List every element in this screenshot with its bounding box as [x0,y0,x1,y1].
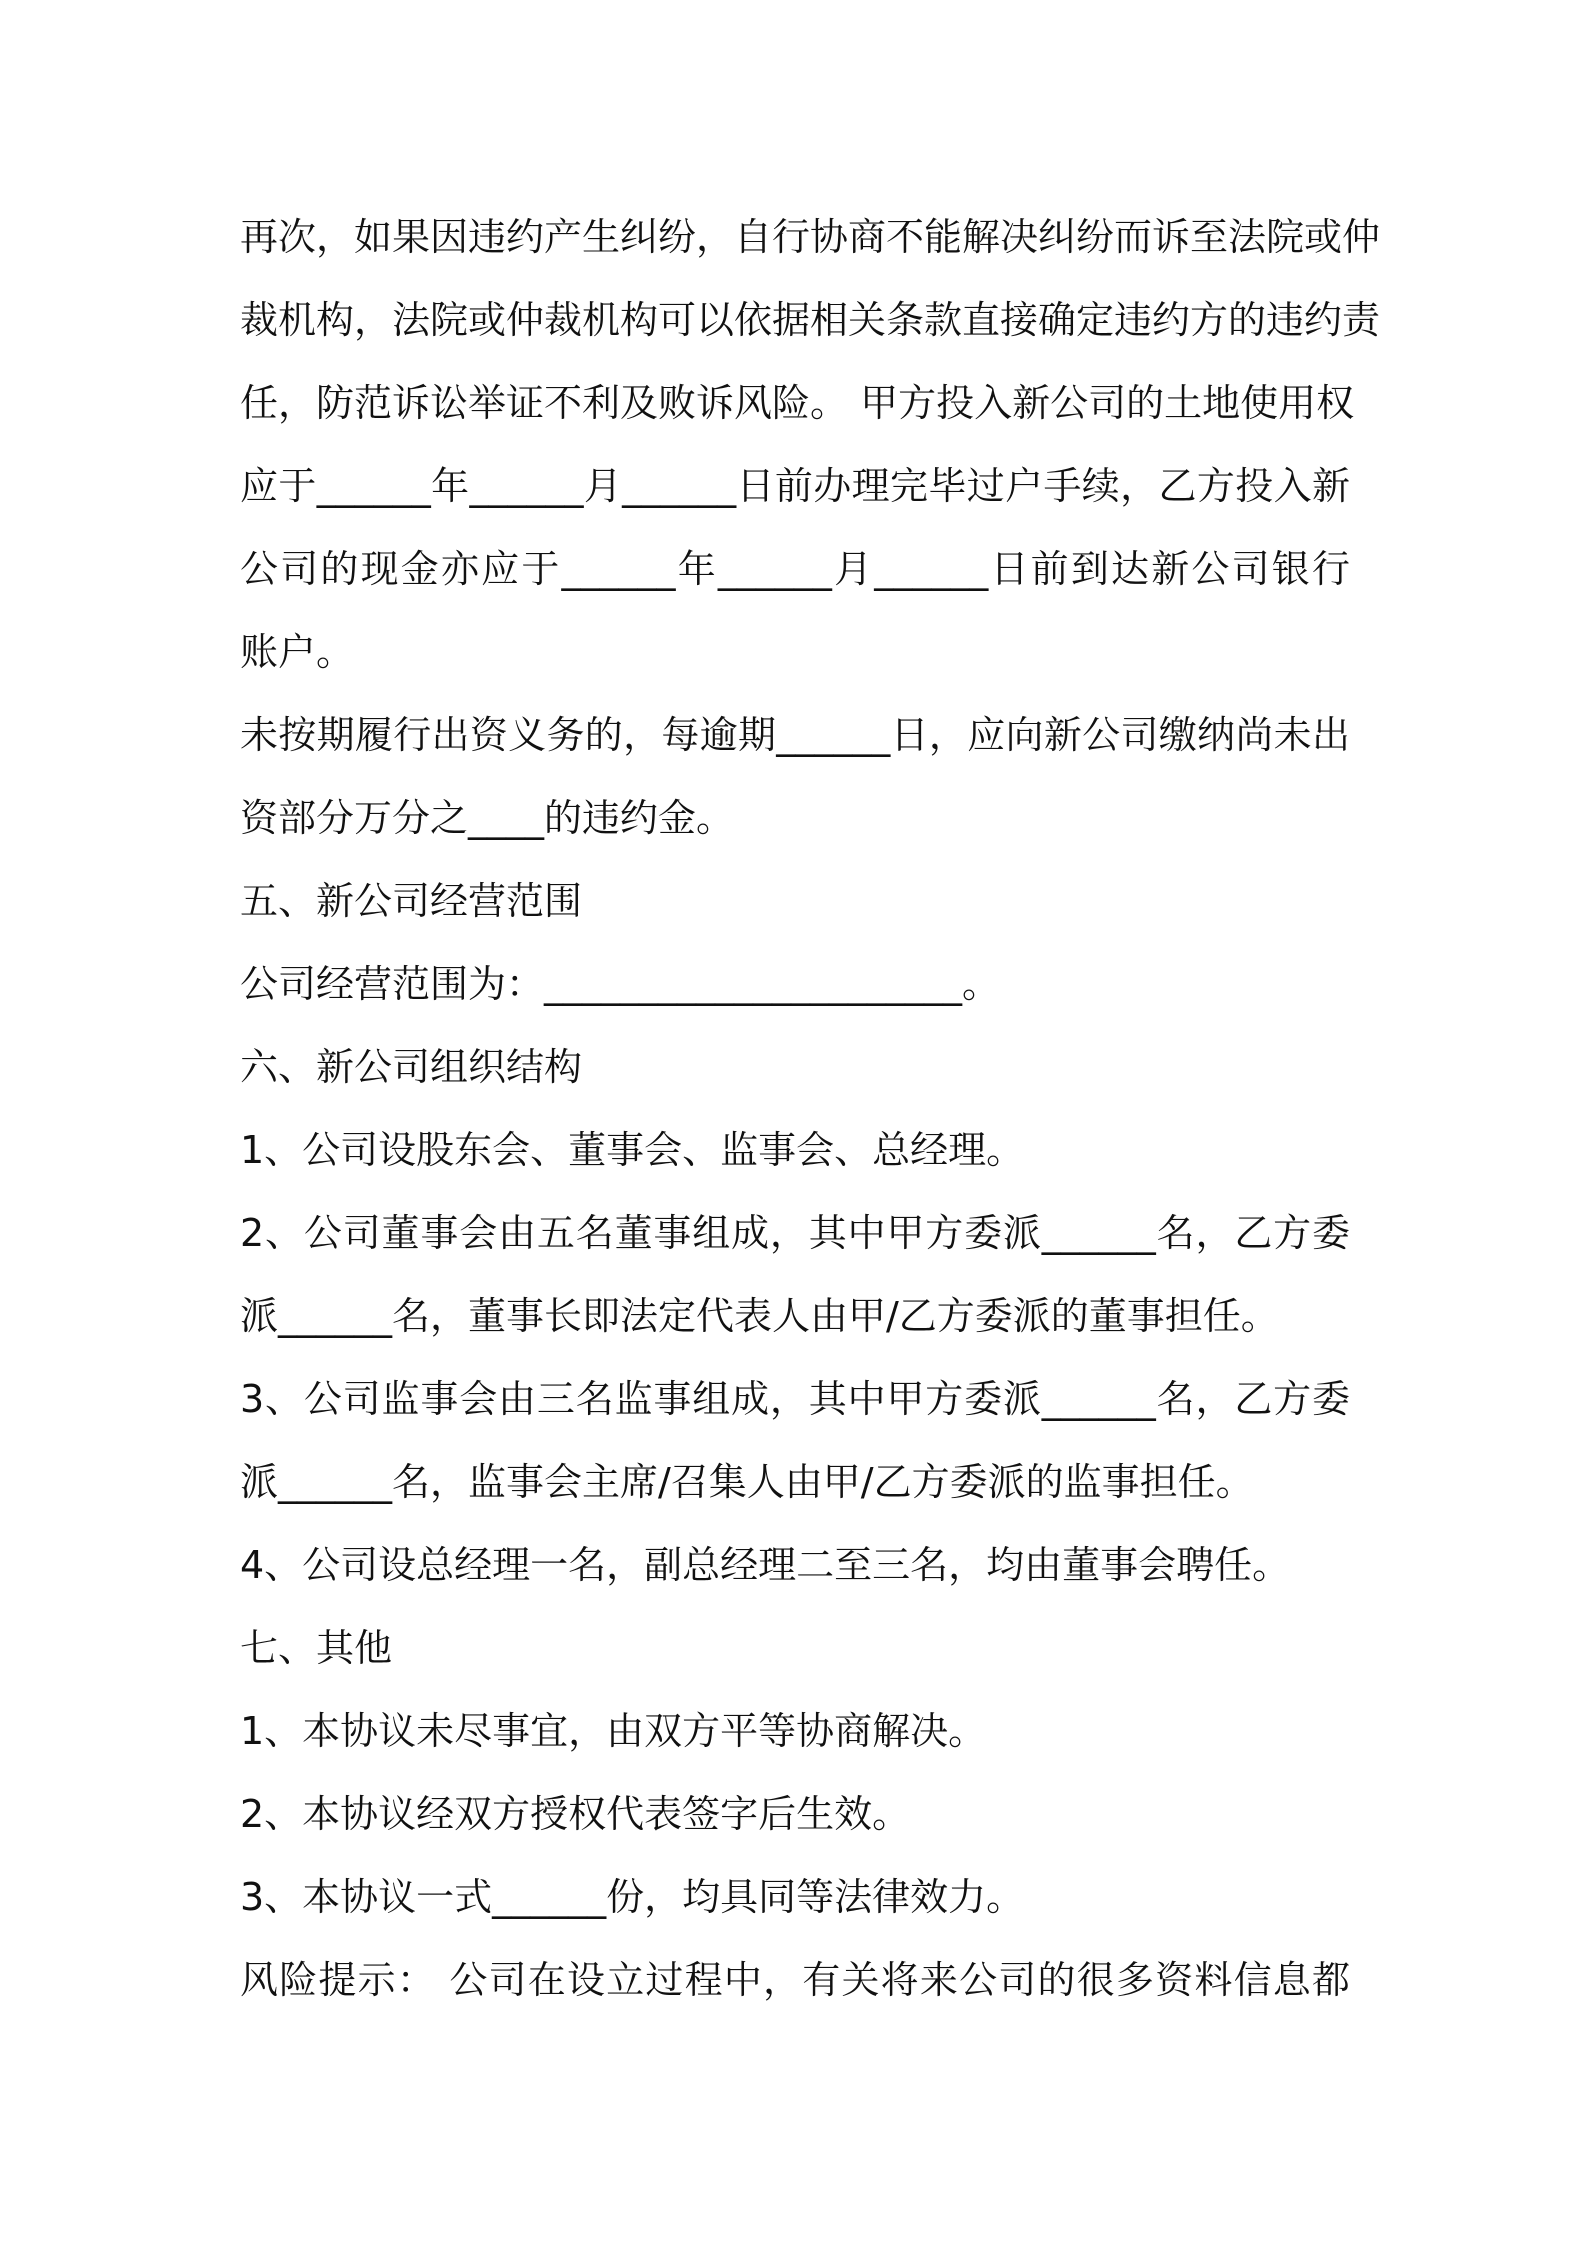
text-line: 3、本协议一式______份，均具同等法律效力。 [240,1875,1025,1919]
text-line: 派______名，董事长即法定代表人由甲/乙方委派的董事担任。 [240,1294,1279,1338]
paragraph-dispute-resolution [240,196,1381,694]
paragraph-business-scope [240,943,1350,1026]
section-heading-other [240,1607,1350,1690]
text-line: 4、公司设总经理一名，副总经理二至三名，均由董事会聘任。 [240,1543,1291,1587]
text-line: 1、公司设股东会、董事会、监事会、总经理。 [240,1128,1025,1172]
heading-text: 六、新公司组织结构 [240,1045,583,1089]
text-line: 2、公司董事会由五名董事组成，其中甲方委派______名，乙方委 [240,1211,1350,1255]
text-line: 公司的现金亦应于______年______月______日前到达新公司银行 [240,547,1350,591]
section-heading-organization [240,1026,1350,1109]
list-item-org-1 [240,1109,1350,1192]
heading-text: 七、其他 [240,1626,393,1670]
text-line: 应于______年______月______日前办理完毕过户手续，乙方投入新 [240,464,1350,508]
text-line: 裁机构，法院或仲裁机构可以依据相关条款直接确定违约方的违约责 [240,298,1381,342]
section-heading-business-scope [240,860,1350,943]
text-line: 公司经营范围为：______________________。 [240,962,1001,1006]
text-line: 派______名，监事会主席/召集人由甲/乙方委派的监事担任。 [240,1460,1254,1504]
text-line: 2、本协议经双方授权代表签字后生效。 [240,1792,911,1836]
list-item-org-2 [240,1192,1350,1358]
text-line: 任，防范诉讼举证不利及败诉风险。 甲方投入新公司的土地使用权 [240,381,1355,425]
text-line: 1、本协议未尽事宜，由双方平等协商解决。 [240,1709,987,1753]
paragraph-late-penalty [240,694,1350,860]
text-line: 风险提示： 公司在设立过程中，有关将来公司的很多资料信息都 [240,1958,1350,2002]
text-line: 3、公司监事会由三名监事组成，其中甲方委派______名，乙方委 [240,1377,1350,1421]
text-line: 账户。 [240,630,355,674]
paragraph-risk-notice [240,1939,1350,2022]
document-body [240,196,1381,2022]
list-item-other-3 [240,1856,1350,1939]
list-item-other-1 [240,1690,1350,1773]
list-item-other-2 [240,1773,1350,1856]
list-item-org-3 [240,1358,1350,1524]
list-item-org-4 [240,1524,1350,1607]
text-line: 资部分万分之____的违约金。 [240,796,735,840]
heading-text: 五、新公司经营范围 [240,879,583,923]
text-line: 再次，如果因违约产生纠纷，自行协商不能解决纠纷而诉至法院或仲 [240,215,1381,259]
text-line: 未按期履行出资义务的，每逾期______日，应向新公司缴纳尚未出 [240,713,1350,757]
